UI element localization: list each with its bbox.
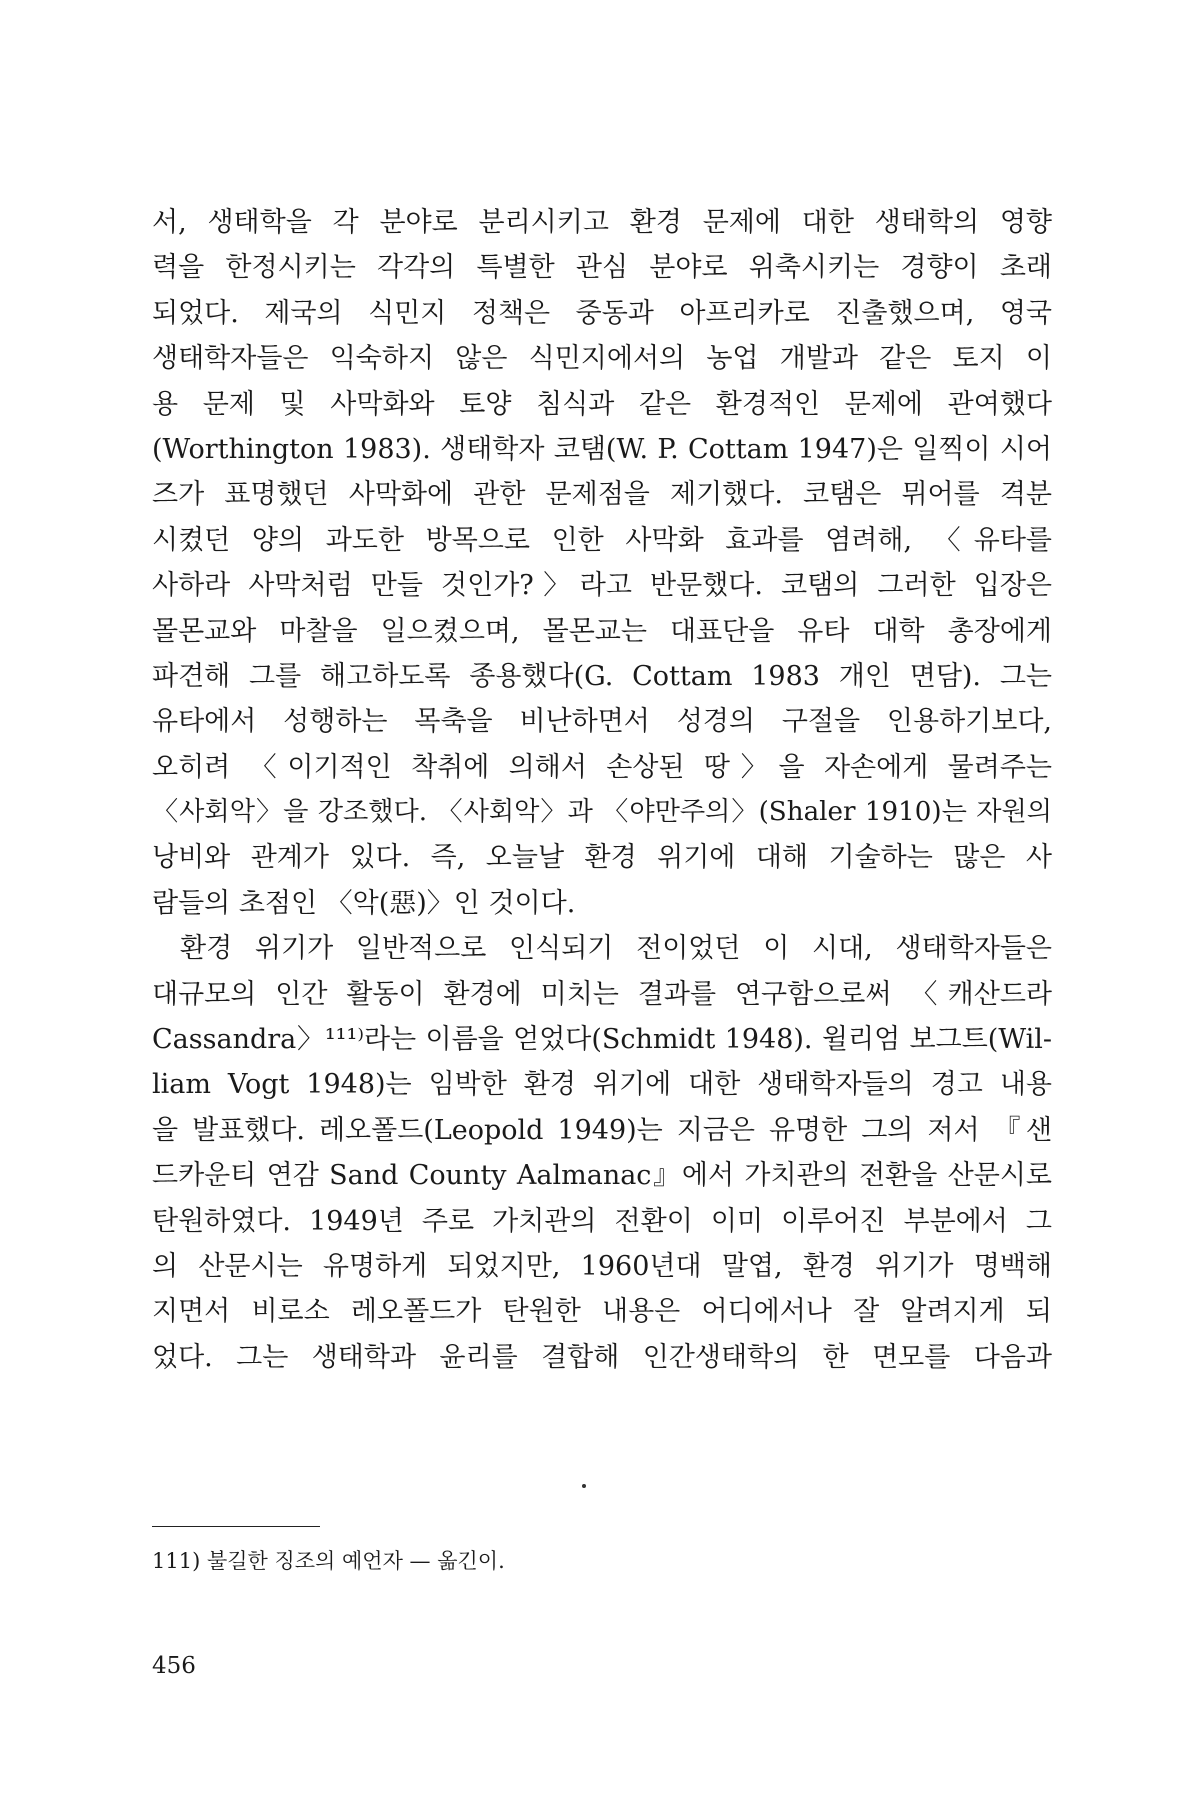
- text-line: 지면서 비로소 레오폴드가 탄원한 내용은 어디에서나 잘 알려지게 되: [152, 1296, 1052, 1328]
- page-number: 456: [152, 1653, 196, 1679]
- text-line: 생태학자들은 익숙하지 않은 식민지에서의 농업 개발과 같은 토지 이: [152, 343, 1052, 375]
- text-line: 시켰던 양의 과도한 방목으로 인한 사막화 효과를 염려해, 〈유타를: [152, 524, 1052, 556]
- text-line: 서, 생태학을 각 분야로 분리시키고 환경 문제에 대한 생태학의 영향: [152, 207, 1052, 238]
- text-line: 파견해 그를 해고하도록 종용했다(G. Cottam 1983 개인 면담). 그는: [152, 660, 1052, 692]
- body-text: [152, 200, 1052, 1380]
- text-line: 사하라 사막처럼 만들 것인가?〉라고 반문했다. 코탬의 그러한 입장은: [152, 570, 1052, 602]
- footnote: 111) 불길한 징조의 예언자 — 옮긴이.: [152, 1549, 505, 1573]
- text-line: 낭비와 관계가 있다. 즉, 오늘날 환경 위기에 대해 기술하는 많은 사: [152, 842, 1052, 874]
- text-line: 람들의 초점인 〈악(惡)〉인 것이다.: [152, 887, 576, 919]
- text-line: 유타에서 성행하는 목축을 비난하면서 성경의 구절을 인용하기보다,: [152, 706, 1052, 738]
- text-line: 되었다. 제국의 식민지 정책은 중동과 아프리카로 진출했으며, 영국: [152, 297, 1052, 329]
- stray-mark: [582, 1484, 586, 1488]
- text-line: 탄원하였다. 1949년 주로 가치관의 전환이 이미 이루어진 부분에서 그: [152, 1205, 1052, 1237]
- paragraph-first-line: 환경 위기가 일반적으로 인식되기 전이었던 이 시대, 생태학자들은: [180, 933, 1052, 965]
- text-line: 오히려 〈이기적인 착취에 의해서 손상된 땅〉을 자손에게 물려주는: [152, 751, 1052, 783]
- text-line: liam Vogt 1948)는 임박한 환경 위기에 대한 생태학자들의 경고 내용: [152, 1069, 1052, 1101]
- text-line: 력을 한정시키는 각각의 특별한 관심 분야로 위축시키는 경향이 초래: [152, 252, 1052, 284]
- text-line: 었다. 그는 생태학과 윤리를 결합해 인간생태학의 한 면모를 다음과: [152, 1341, 1052, 1373]
- text-line: 대규모의 인간 활동이 환경에 미치는 결과를 연구함으로써 〈캐산드라: [152, 978, 1052, 1010]
- text-line: 용 문제 및 사막화와 토양 침식과 같은 환경적인 문제에 관여했다: [152, 388, 1052, 420]
- text-line: 〈사회악〉을 강조했다. 〈사회악〉과 〈야만주의〉(Shaler 1910)는 자원의: [152, 797, 1052, 828]
- text-line: 즈가 표명했던 사막화에 관한 문제점을 제기했다. 코탬은 뮈어를 격분: [152, 479, 1052, 511]
- text-line: 드카운티 연감 Sand County Aalmanac』에서 가치관의 전환을 산문시로: [152, 1160, 1052, 1192]
- text-line: Cassandra〉¹¹¹⁾라는 이름을 얻었다(Schmidt 1948). 윌리엄 보그트(Wil-: [152, 1024, 1052, 1056]
- text-line: (Worthington 1983). 생태학자 코탬(W. P. Cottam 1947)은 일찍이 시어: [152, 433, 1052, 465]
- text-line: 몰몬교와 마찰을 일으켰으며, 몰몬교는 대표단을 유타 대학 총장에게: [152, 615, 1052, 647]
- footnote-divider: [152, 1526, 320, 1527]
- text-line: 의 산문시는 유명하게 되었지만, 1960년대 말엽, 환경 위기가 명백해: [152, 1250, 1052, 1282]
- text-line: 을 발표했다. 레오폴드(Leopold 1949)는 지금은 유명한 그의 저서 『샌: [152, 1114, 1052, 1146]
